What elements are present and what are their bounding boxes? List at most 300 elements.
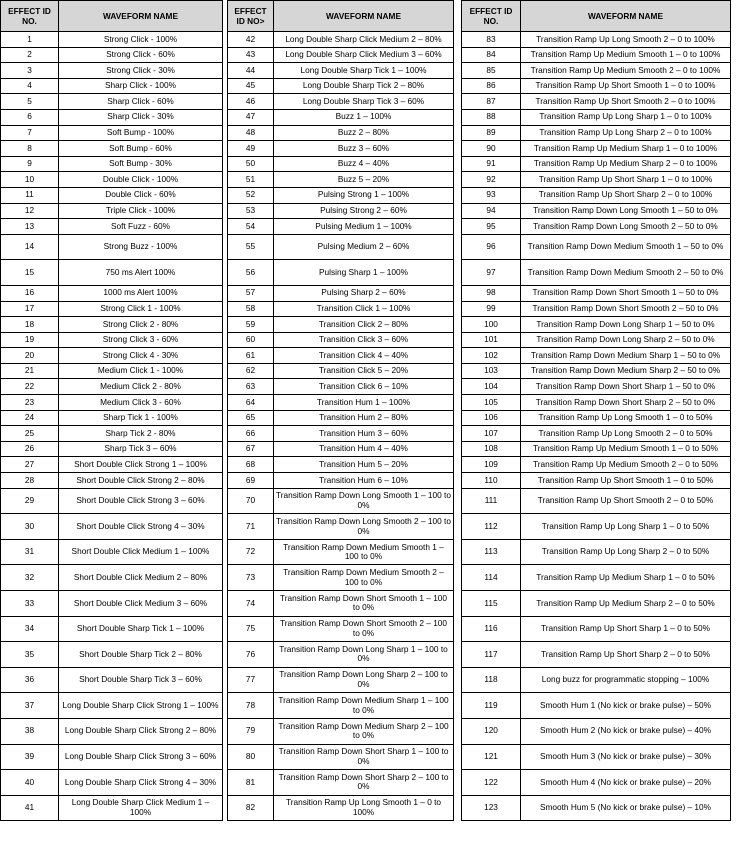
- waveform-name-cell: Transition Ramp Up Short Sharp 1 – 0 to 100%: [521, 172, 731, 188]
- effects-table-42-82: [227, 0, 454, 821]
- waveform-name-cell: Transition Ramp Down Medium Sharp 1 – 100 to 0%: [274, 693, 454, 719]
- effect-id-cell: 115: [462, 591, 521, 617]
- table-row: [462, 219, 731, 235]
- effect-id-cell: 55: [228, 234, 274, 260]
- waveform-name-cell: 750 ms Alert 100%: [59, 260, 223, 286]
- effect-id-cell: 82: [228, 795, 274, 821]
- effect-id-cell: 56: [228, 260, 274, 286]
- waveform-name-cell: Smooth Hum 3 (No kick or brake pulse) – 30%: [521, 744, 731, 770]
- table-row: [1, 667, 223, 693]
- table-row: [228, 332, 454, 348]
- table-row: [228, 457, 454, 473]
- table-row: [1, 47, 223, 63]
- waveform-name-cell: Transition Ramp Up Medium Sharp 2 – 0 to 100%: [521, 156, 731, 172]
- waveform-name-cell: Long Double Sharp Click Strong 3 – 60%: [59, 744, 223, 770]
- effect-id-cell: 21: [1, 363, 59, 379]
- waveform-name-cell: Buzz 4 – 40%: [274, 156, 454, 172]
- effect-id-cell: 42: [228, 32, 274, 48]
- effect-id-cell: 19: [1, 332, 59, 348]
- effect-id-cell: 51: [228, 172, 274, 188]
- effect-id-cell: 104: [462, 379, 521, 395]
- waveform-name-cell: Sharp Tick 2 - 80%: [59, 426, 223, 442]
- table-row: [1, 616, 223, 642]
- waveform-name-cell: Transition Ramp Up Medium Smooth 2 – 0 to 100%: [521, 63, 731, 79]
- effect-id-cell: 88: [462, 109, 521, 125]
- table-row: [462, 317, 731, 333]
- waveform-name-cell: Soft Bump - 100%: [59, 125, 223, 141]
- table-row: [228, 565, 454, 591]
- effect-id-cell: 119: [462, 693, 521, 719]
- effect-id-cell: 68: [228, 457, 274, 473]
- waveform-name-cell: Long Double Sharp Tick 1 – 100%: [274, 63, 454, 79]
- waveform-name-cell: Strong Click - 30%: [59, 63, 223, 79]
- table-row: [1, 744, 223, 770]
- waveform-name-cell: Transition Ramp Down Medium Smooth 1 – 100 to 0%: [274, 539, 454, 565]
- table-row: [1, 317, 223, 333]
- effect-id-cell: 26: [1, 441, 59, 457]
- effect-id-cell: 2: [1, 47, 59, 63]
- waveform-name-cell: Triple Click - 100%: [59, 203, 223, 219]
- table-row: [1, 441, 223, 457]
- effect-id-cell: 60: [228, 332, 274, 348]
- waveform-name-cell: Double Click - 100%: [59, 172, 223, 188]
- effect-id-cell: 84: [462, 47, 521, 63]
- waveform-name-cell: Short Double Click Medium 3 – 60%: [59, 591, 223, 617]
- table-row: [1, 457, 223, 473]
- effect-id-cell: 89: [462, 125, 521, 141]
- effect-id-cell: 61: [228, 348, 274, 364]
- waveform-name-cell: Short Double Sharp Tick 2 – 80%: [59, 642, 223, 668]
- effect-id-cell: 94: [462, 203, 521, 219]
- table-row: [1, 426, 223, 442]
- effect-id-cell: 120: [462, 718, 521, 744]
- table-row: [228, 109, 454, 125]
- waveform-name-cell: Transition Click 2 – 80%: [274, 317, 454, 333]
- waveform-name-cell: Pulsing Strong 2 – 60%: [274, 203, 454, 219]
- waveform-name-cell: Transition Ramp Up Long Smooth 2 – 0 to 50%: [521, 426, 731, 442]
- effect-id-cell: 16: [1, 285, 59, 301]
- waveform-name-cell: Transition Ramp Down Short Sharp 1 – 100 to 0%: [274, 744, 454, 770]
- waveform-name-cell: Long Double Sharp Click Strong 4 – 30%: [59, 770, 223, 796]
- waveform-name-cell: Transition Ramp Up Short Sharp 2 – 0 to 50%: [521, 642, 731, 668]
- effect-id-cell: 59: [228, 317, 274, 333]
- table-row: [462, 539, 731, 565]
- waveform-name-cell: Pulsing Strong 1 – 100%: [274, 187, 454, 203]
- waveform-name-cell: Strong Click 4 - 30%: [59, 348, 223, 364]
- effect-id-cell: 72: [228, 539, 274, 565]
- effect-id-cell: 34: [1, 616, 59, 642]
- effect-id-cell: 38: [1, 718, 59, 744]
- effect-id-cell: 109: [462, 457, 521, 473]
- effect-id-cell: 71: [228, 514, 274, 540]
- waveform-name-cell: Transition Ramp Up Short Smooth 2 – 0 to 50%: [521, 488, 731, 514]
- effect-id-cell: 10: [1, 172, 59, 188]
- table-row: [228, 172, 454, 188]
- waveform-name-cell: Transition Ramp Up Short Smooth 2 – 0 to 100%: [521, 94, 731, 110]
- waveform-name-cell: Transition Ramp Down Short Smooth 2 – 100 to 0%: [274, 616, 454, 642]
- effect-id-cell: 117: [462, 642, 521, 668]
- effect-id-cell: 95: [462, 219, 521, 235]
- effect-id-cell: 92: [462, 172, 521, 188]
- table-row: [1, 78, 223, 94]
- effect-id-cell: 96: [462, 234, 521, 260]
- table-row: [1, 379, 223, 395]
- table-row: [462, 156, 731, 172]
- waveform-name-cell: Transition Ramp Down Short Smooth 1 – 50 to 0%: [521, 285, 731, 301]
- effect-id-cell: 108: [462, 441, 521, 457]
- table-row: [1, 32, 223, 48]
- waveform-name-cell: Sharp Tick 3 – 60%: [59, 441, 223, 457]
- table-row: [228, 187, 454, 203]
- effect-id-cell: 74: [228, 591, 274, 617]
- table-row: [228, 395, 454, 411]
- waveform-name-cell: Transition Ramp Up Medium Smooth 1 – 0 to 100%: [521, 47, 731, 63]
- table-row: [462, 441, 731, 457]
- waveform-name-cell: Transition Ramp Up Medium Sharp 2 – 0 to 50%: [521, 591, 731, 617]
- table-row: [228, 795, 454, 821]
- effect-id-cell: 33: [1, 591, 59, 617]
- table-row: [462, 203, 731, 219]
- effect-id-cell: 65: [228, 410, 274, 426]
- table-row: [462, 172, 731, 188]
- table-row: [228, 125, 454, 141]
- waveform-name-cell: Medium Click 3 - 60%: [59, 395, 223, 411]
- effect-id-cell: 101: [462, 332, 521, 348]
- waveform-name-cell: Long Double Sharp Tick 3 – 60%: [274, 94, 454, 110]
- waveform-name-cell: Transition Ramp Down Medium Smooth 1 – 50 to 0%: [521, 234, 731, 260]
- table-row: [228, 47, 454, 63]
- waveform-name-cell: Transition Click 6 – 10%: [274, 379, 454, 395]
- effect-id-cell: 86: [462, 78, 521, 94]
- effect-id-cell: 30: [1, 514, 59, 540]
- table-row: [462, 363, 731, 379]
- table-row: [228, 260, 454, 286]
- waveform-name-cell: Sharp Click - 100%: [59, 78, 223, 94]
- waveform-name-cell: Transition Hum 6 – 10%: [274, 473, 454, 489]
- effect-id-cell: 111: [462, 488, 521, 514]
- effect-id-cell: 46: [228, 94, 274, 110]
- table-row: [1, 591, 223, 617]
- table-row: [1, 63, 223, 79]
- waveform-name-cell: Short Double Click Strong 2 – 80%: [59, 473, 223, 489]
- waveform-name-cell: Transition Ramp Up Medium Sharp 1 – 0 to 50%: [521, 565, 731, 591]
- table-row: [462, 642, 731, 668]
- waveform-name-cell: Transition Ramp Down Medium Sharp 2 – 50 to 0%: [521, 363, 731, 379]
- waveform-name-cell: Transition Ramp Up Long Sharp 2 – 0 to 100%: [521, 125, 731, 141]
- effect-id-cell: 39: [1, 744, 59, 770]
- waveform-name-cell: Transition Ramp Up Long Smooth 1 – 0 to 50%: [521, 410, 731, 426]
- table-row: [462, 410, 731, 426]
- effect-id-cell: 4: [1, 78, 59, 94]
- waveform-name-cell: Sharp Click - 30%: [59, 109, 223, 125]
- waveform-name-cell: Transition Hum 1 – 100%: [274, 395, 454, 411]
- waveform-name-cell: 1000 ms Alert 100%: [59, 285, 223, 301]
- waveform-name-cell: Strong Click 3 - 60%: [59, 332, 223, 348]
- waveform-name-cell: Transition Ramp Up Medium Sharp 1 – 0 to 100%: [521, 141, 731, 157]
- effect-id-cell: 75: [228, 616, 274, 642]
- waveform-name-cell: Pulsing Medium 1 – 100%: [274, 219, 454, 235]
- effect-id-cell: 50: [228, 156, 274, 172]
- effect-id-cell: 57: [228, 285, 274, 301]
- effect-id-cell: 97: [462, 260, 521, 286]
- table-row: [228, 616, 454, 642]
- table-row: [228, 667, 454, 693]
- table-row: [462, 693, 731, 719]
- table-row: [1, 94, 223, 110]
- table-row: [1, 332, 223, 348]
- effect-id-cell: 69: [228, 473, 274, 489]
- waveform-name-cell: Soft Fuzz - 60%: [59, 219, 223, 235]
- effect-id-cell: 99: [462, 301, 521, 317]
- effect-id-cell: 64: [228, 395, 274, 411]
- table-row: [462, 348, 731, 364]
- table-row: [228, 78, 454, 94]
- waveform-name-cell: Transition Ramp Down Short Sharp 2 – 100 to 0%: [274, 770, 454, 796]
- effect-id-cell: 9: [1, 156, 59, 172]
- waveform-name-cell: Pulsing Sharp 1 – 100%: [274, 260, 454, 286]
- table-row: [228, 426, 454, 442]
- effect-id-cell: 81: [228, 770, 274, 796]
- waveform-name-cell: Long Double Sharp Click Medium 2 – 80%: [274, 32, 454, 48]
- table-row: [228, 203, 454, 219]
- table-row: [228, 285, 454, 301]
- effect-id-cell: 85: [462, 63, 521, 79]
- table-row: [462, 125, 731, 141]
- waveform-name-cell: Medium Click 1 - 100%: [59, 363, 223, 379]
- effect-id-cell: 14: [1, 234, 59, 260]
- table-row: [1, 348, 223, 364]
- effect-id-cell: 31: [1, 539, 59, 565]
- table-row: [228, 410, 454, 426]
- effect-id-cell: 37: [1, 693, 59, 719]
- waveform-name-header: WAVEFORM NAME: [274, 1, 454, 32]
- effect-id-cell: 54: [228, 219, 274, 235]
- effects-table-1-41: [0, 0, 223, 821]
- effect-id-cell: 77: [228, 667, 274, 693]
- table-row: [462, 260, 731, 286]
- effect-id-cell: 13: [1, 219, 59, 235]
- waveform-name-cell: Long Double Sharp Click Medium 3 – 60%: [274, 47, 454, 63]
- effect-id-cell: 53: [228, 203, 274, 219]
- effect-id-cell: 105: [462, 395, 521, 411]
- waveform-name-cell: Buzz 3 – 60%: [274, 141, 454, 157]
- waveform-name-cell: Transition Hum 4 – 40%: [274, 441, 454, 457]
- waveform-name-cell: Transition Click 1 – 100%: [274, 301, 454, 317]
- table-row: [228, 770, 454, 796]
- table-row: [462, 473, 731, 489]
- effect-id-cell: 63: [228, 379, 274, 395]
- waveform-name-cell: Transition Ramp Down Long Smooth 2 – 50 to 0%: [521, 219, 731, 235]
- effect-id-cell: 73: [228, 565, 274, 591]
- waveform-name-cell: Transition Click 4 – 40%: [274, 348, 454, 364]
- effect-id-cell: 23: [1, 395, 59, 411]
- effect-id-cell: 114: [462, 565, 521, 591]
- waveform-name-cell: Transition Ramp Down Long Sharp 1 – 100 to 0%: [274, 642, 454, 668]
- effect-id-cell: 22: [1, 379, 59, 395]
- table-row: [228, 693, 454, 719]
- waveform-name-cell: Transition Hum 2 – 80%: [274, 410, 454, 426]
- table-row: [462, 332, 731, 348]
- table-row: [1, 125, 223, 141]
- effect-id-cell: 40: [1, 770, 59, 796]
- effect-id-cell: 110: [462, 473, 521, 489]
- waveform-name-cell: Transition Ramp Up Long Smooth 1 – 0 to 100%: [274, 795, 454, 821]
- waveform-name-cell: Short Double Sharp Tick 3 – 60%: [59, 667, 223, 693]
- effect-id-header: EFFECT ID NO.: [1, 1, 59, 32]
- waveform-name-cell: Pulsing Medium 2 – 60%: [274, 234, 454, 260]
- table-row: [228, 539, 454, 565]
- waveform-name-cell: Medium Click 2 - 80%: [59, 379, 223, 395]
- waveform-name-cell: Short Double Click Strong 1 – 100%: [59, 457, 223, 473]
- effect-id-cell: 102: [462, 348, 521, 364]
- effect-id-cell: 70: [228, 488, 274, 514]
- effect-id-cell: 35: [1, 642, 59, 668]
- table-row: [462, 63, 731, 79]
- effect-id-header: EFFECT ID NO.: [462, 1, 521, 32]
- waveform-name-cell: Soft Bump - 60%: [59, 141, 223, 157]
- waveform-name-cell: Transition Ramp Up Medium Smooth 1 – 0 to 50%: [521, 441, 731, 457]
- waveform-name-cell: Transition Ramp Down Long Smooth 1 – 50 to 0%: [521, 203, 731, 219]
- table-row: [228, 219, 454, 235]
- effect-id-cell: 123: [462, 795, 521, 821]
- table-row: [462, 141, 731, 157]
- waveform-name-cell: Double Click - 60%: [59, 187, 223, 203]
- effect-id-cell: 49: [228, 141, 274, 157]
- table-row: [228, 63, 454, 79]
- table-row: [462, 616, 731, 642]
- waveform-name-cell: Short Double Click Strong 4 – 30%: [59, 514, 223, 540]
- table-row: [462, 94, 731, 110]
- effect-id-cell: 8: [1, 141, 59, 157]
- waveform-name-cell: Transition Ramp Up Long Sharp 1 – 0 to 100%: [521, 109, 731, 125]
- table-row: [1, 488, 223, 514]
- effect-id-cell: 107: [462, 426, 521, 442]
- waveform-name-header: WAVEFORM NAME: [59, 1, 223, 32]
- table-row: [1, 234, 223, 260]
- waveform-name-cell: Strong Click 2 - 80%: [59, 317, 223, 333]
- waveform-name-cell: Buzz 1 – 100%: [274, 109, 454, 125]
- waveform-name-cell: Strong Click 1 - 100%: [59, 301, 223, 317]
- table-row: [1, 219, 223, 235]
- table-row: [228, 642, 454, 668]
- effect-id-cell: 58: [228, 301, 274, 317]
- effect-id-cell: 80: [228, 744, 274, 770]
- effects-table-83-123: [461, 0, 731, 821]
- table-row: [1, 109, 223, 125]
- waveform-name-cell: Transition Hum 5 – 20%: [274, 457, 454, 473]
- waveform-name-cell: Smooth Hum 5 (No kick or brake pulse) – 10%: [521, 795, 731, 821]
- effect-id-cell: 103: [462, 363, 521, 379]
- waveform-name-cell: Short Double Sharp Tick 1 – 100%: [59, 616, 223, 642]
- effect-id-cell: 15: [1, 260, 59, 286]
- waveform-name-cell: Transition Ramp Down Medium Sharp 2 – 100 to 0%: [274, 718, 454, 744]
- table-row: [462, 187, 731, 203]
- table-row: [462, 667, 731, 693]
- table-row: [462, 234, 731, 260]
- waveform-name-cell: Short Double Click Strong 3 – 60%: [59, 488, 223, 514]
- table-row: [462, 395, 731, 411]
- effect-id-cell: 62: [228, 363, 274, 379]
- waveform-name-cell: Smooth Hum 1 (No kick or brake pulse) – 50%: [521, 693, 731, 719]
- waveform-name-cell: Soft Bump - 30%: [59, 156, 223, 172]
- effect-id-cell: 3: [1, 63, 59, 79]
- table-row: [228, 744, 454, 770]
- waveform-name-cell: Sharp Click - 60%: [59, 94, 223, 110]
- effect-id-cell: 66: [228, 426, 274, 442]
- table-row: [1, 363, 223, 379]
- waveform-name-cell: Transition Ramp Down Long Smooth 2 – 100 to 0%: [274, 514, 454, 540]
- table-row: [1, 539, 223, 565]
- waveform-name-cell: Transition Ramp Down Long Sharp 2 – 50 to 0%: [521, 332, 731, 348]
- effect-id-header: EFFECT ID NO>: [228, 1, 274, 32]
- table-row: [462, 285, 731, 301]
- table-row: [228, 32, 454, 48]
- table-row: [1, 642, 223, 668]
- table-row: [228, 488, 454, 514]
- waveform-name-cell: Transition Hum 3 – 60%: [274, 426, 454, 442]
- effect-id-cell: 78: [228, 693, 274, 719]
- waveform-name-cell: Transition Ramp Down Medium Smooth 2 – 50 to 0%: [521, 260, 731, 286]
- waveform-name-cell: Smooth Hum 4 (No kick or brake pulse) – 20%: [521, 770, 731, 796]
- table-row: [1, 285, 223, 301]
- table-row: [462, 379, 731, 395]
- table-row: [1, 693, 223, 719]
- waveform-name-cell: Transition Ramp Up Short Smooth 1 – 0 to 50%: [521, 473, 731, 489]
- table-row: [228, 718, 454, 744]
- effect-id-cell: 17: [1, 301, 59, 317]
- table-row: [462, 718, 731, 744]
- effect-id-cell: 6: [1, 109, 59, 125]
- table-row: [1, 301, 223, 317]
- waveform-name-cell: Transition Ramp Up Medium Smooth 2 – 0 to 50%: [521, 457, 731, 473]
- effect-id-cell: 98: [462, 285, 521, 301]
- waveform-name-cell: Transition Ramp Up Short Sharp 1 – 0 to 50%: [521, 616, 731, 642]
- waveform-name-cell: Pulsing Sharp 2 – 60%: [274, 285, 454, 301]
- table-row: [462, 744, 731, 770]
- effect-id-cell: 18: [1, 317, 59, 333]
- effect-id-cell: 41: [1, 795, 59, 821]
- table-row: [1, 410, 223, 426]
- waveform-name-cell: Buzz 2 – 80%: [274, 125, 454, 141]
- effect-id-cell: 36: [1, 667, 59, 693]
- table-row: [228, 141, 454, 157]
- table-row: [1, 156, 223, 172]
- waveform-name-cell: Buzz 5 – 20%: [274, 172, 454, 188]
- waveform-name-cell: Smooth Hum 2 (No kick or brake pulse) – 40%: [521, 718, 731, 744]
- table-row: [462, 32, 731, 48]
- effect-id-cell: 83: [462, 32, 521, 48]
- table-row: [462, 109, 731, 125]
- effect-id-cell: 91: [462, 156, 521, 172]
- waveform-name-cell: Transition Ramp Up Long Sharp 2 – 0 to 50%: [521, 539, 731, 565]
- waveform-name-header: WAVEFORM NAME: [521, 1, 731, 32]
- table-row: [462, 514, 731, 540]
- effect-id-cell: 93: [462, 187, 521, 203]
- effect-id-cell: 24: [1, 410, 59, 426]
- waveform-name-cell: Transition Ramp Down Short Sharp 2 – 50 to 0%: [521, 395, 731, 411]
- waveform-name-cell: Long Double Sharp Click Medium 1 – 100%: [59, 795, 223, 821]
- table-row: [462, 301, 731, 317]
- effect-id-cell: 52: [228, 187, 274, 203]
- waveform-name-cell: Transition Ramp Down Long Smooth 1 – 100 to 0%: [274, 488, 454, 514]
- waveform-name-cell: Transition Ramp Down Medium Sharp 1 – 50 to 0%: [521, 348, 731, 364]
- table-row: [228, 441, 454, 457]
- table-row: [228, 317, 454, 333]
- table-row: [1, 473, 223, 489]
- table-row: [228, 348, 454, 364]
- waveform-name-cell: Long buzz for programmatic stopping – 100%: [521, 667, 731, 693]
- waveform-name-cell: Sharp Tick 1 - 100%: [59, 410, 223, 426]
